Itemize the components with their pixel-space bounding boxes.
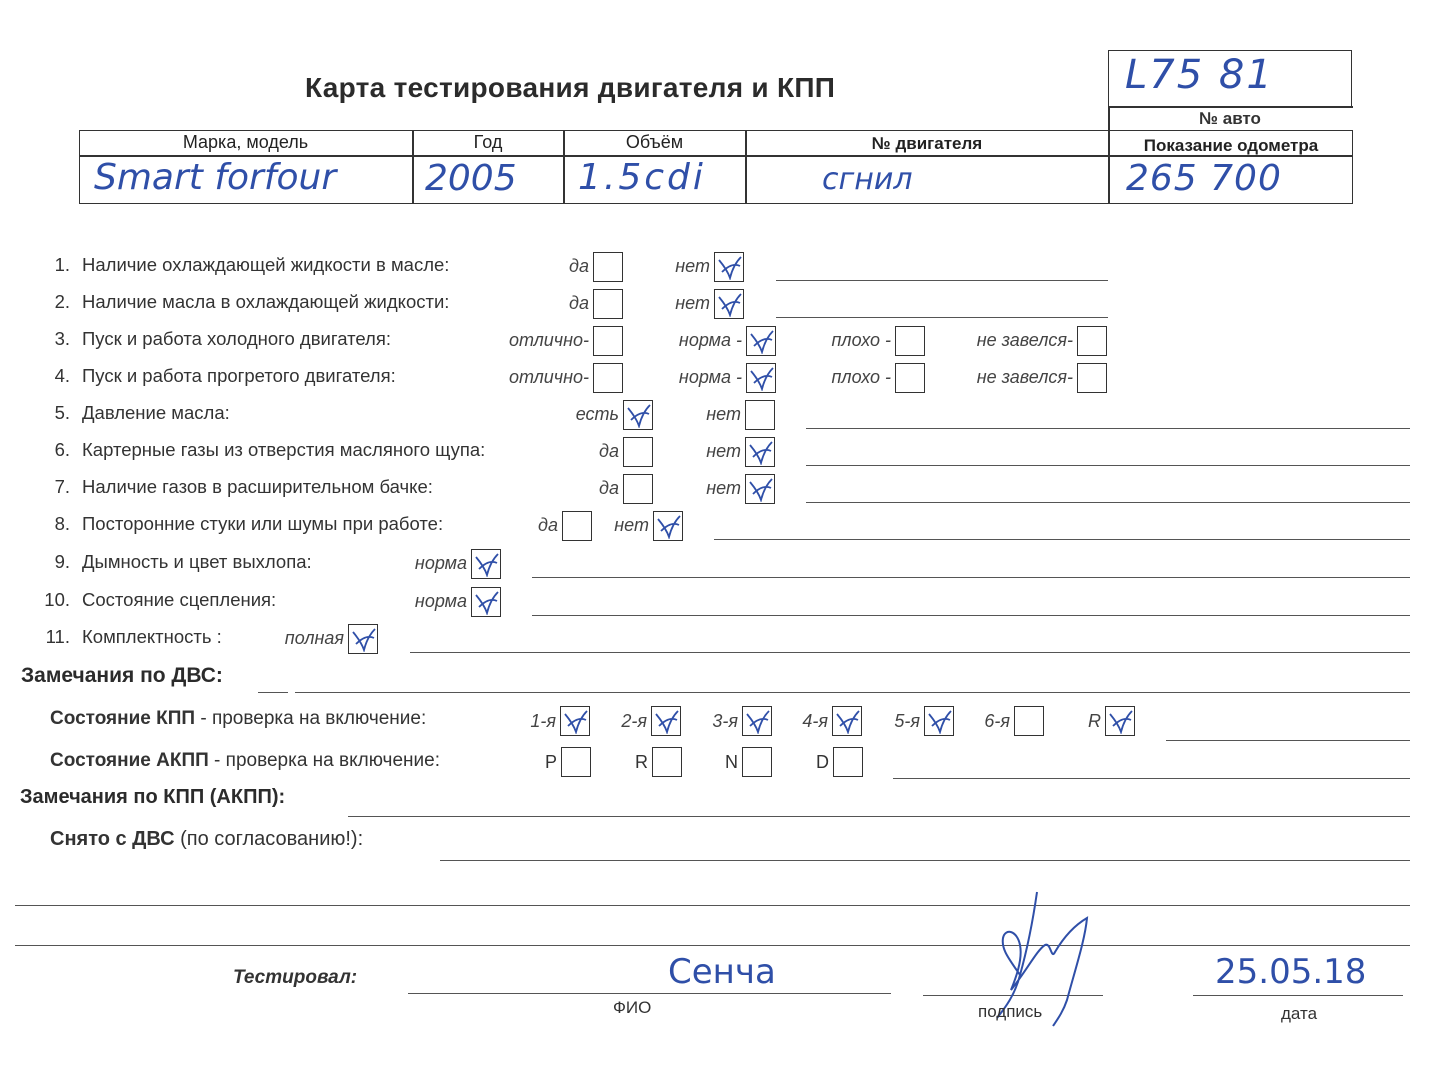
akpp-gear-checkbox[interactable] — [561, 747, 591, 777]
kpp-gear-label: 1-я — [530, 711, 556, 731]
option-checkbox[interactable] — [593, 326, 623, 356]
answer-line — [776, 280, 1108, 281]
answer-line — [532, 615, 1410, 616]
question-number: 5. — [54, 402, 70, 423]
option-checkbox[interactable] — [562, 511, 592, 541]
answer-line — [776, 317, 1108, 318]
option-label: не завелся- — [976, 330, 1073, 350]
option-label: норма — [414, 553, 467, 573]
date-value: 25.05.18 — [1215, 952, 1367, 992]
akpp-gear-checkbox[interactable] — [742, 747, 772, 777]
option-checkbox[interactable] — [714, 289, 744, 319]
option-label: да — [538, 515, 558, 535]
answer-line — [806, 502, 1410, 503]
answer-line — [532, 577, 1410, 578]
year-header: Год — [473, 132, 503, 152]
option-label: норма - — [678, 367, 742, 387]
removed-label: Снято с ДВС (по согласованию!): — [50, 828, 364, 850]
question-number: 11. — [45, 626, 70, 647]
option-checkbox[interactable] — [746, 326, 776, 356]
option-label: норма - — [678, 330, 742, 350]
option-checkbox[interactable] — [623, 474, 653, 504]
option-checkbox[interactable] — [746, 363, 776, 393]
option-checkbox[interactable] — [1077, 363, 1107, 393]
option-label: плохо - — [831, 330, 891, 350]
question-number: 4. — [54, 365, 70, 386]
option-checkbox[interactable] — [895, 326, 925, 356]
question-text: Состояние сцепления: — [82, 589, 277, 610]
question-number: 6. — [54, 439, 70, 460]
option-label: да — [599, 478, 619, 498]
kpp-gear-checkbox[interactable] — [924, 706, 954, 736]
kpp-gear-label: 3-я — [712, 711, 738, 731]
kpp-gear-checkbox[interactable] — [742, 706, 772, 736]
kpp-gear-checkbox[interactable] — [832, 706, 862, 736]
option-label: нет — [706, 478, 741, 498]
signature-caption: подпись — [978, 1002, 1043, 1021]
question-text: Комплектность : — [82, 626, 222, 647]
question-text: Давление масла: — [82, 402, 230, 423]
option-label: нет — [675, 293, 710, 313]
option-checkbox[interactable] — [714, 252, 744, 282]
odometer-header: Показание одометра — [1143, 136, 1319, 155]
option-label: нет — [706, 441, 741, 461]
akpp-gear-label: N — [725, 752, 738, 772]
option-label: отлично- — [509, 330, 589, 350]
question-text: Картерные газы из отверстия масляного щупа: — [82, 439, 486, 460]
question-number: 8. — [54, 513, 70, 534]
question-number: 9. — [54, 551, 70, 572]
question-text: Наличие газов в расширительном бачке: — [82, 476, 433, 497]
option-label: нет — [675, 256, 710, 276]
kpp-gear-label: R — [1088, 711, 1101, 731]
option-checkbox[interactable] — [348, 624, 378, 654]
akpp-gear-checkbox[interactable] — [833, 747, 863, 777]
akpp-gear-label: R — [635, 752, 648, 772]
engine-remarks-label: Замечания по ДВС: — [21, 664, 223, 687]
question-text: Пуск и работа холодного двигателя: — [82, 328, 391, 349]
option-checkbox[interactable] — [471, 549, 501, 579]
kpp-gear-checkbox[interactable] — [1105, 706, 1135, 736]
brand-header: Марка, модель — [182, 132, 309, 152]
date-caption: дата — [1281, 1004, 1318, 1023]
volume-header: Объём — [625, 132, 684, 152]
option-label: полная — [284, 628, 344, 648]
option-checkbox[interactable] — [653, 511, 683, 541]
plate-label: № авто — [1199, 109, 1261, 128]
kpp-gear-checkbox[interactable] — [651, 706, 681, 736]
kpp-gear-checkbox[interactable] — [560, 706, 590, 736]
engine-remarks-line — [258, 692, 288, 693]
answer-line — [714, 539, 1410, 540]
option-checkbox[interactable] — [593, 363, 623, 393]
option-label: плохо - — [831, 367, 891, 387]
option-label: да — [599, 441, 619, 461]
answer-line — [806, 428, 1410, 429]
option-checkbox[interactable] — [745, 400, 775, 430]
tested-label: Тестировал: — [233, 967, 358, 988]
question-number: 2. — [54, 291, 70, 312]
option-checkbox[interactable] — [623, 400, 653, 430]
brand-value: Smart forfour — [94, 157, 337, 198]
question-text: Пуск и работа прогретого двигателя: — [82, 365, 396, 386]
kpp-gear-label: 4-я — [802, 711, 828, 731]
kpp-gear-checkbox[interactable] — [1014, 706, 1044, 736]
engine-remarks-line-2 — [295, 692, 1410, 693]
kpp-remarks-label: Замечания по КПП (АКПП): — [20, 786, 286, 808]
kpp-gear-label: 2-я — [621, 711, 647, 731]
option-label: отлично- — [509, 367, 589, 387]
kpp-label: Состояние КПП - проверка на включение: — [50, 708, 427, 729]
question-text: Наличие масла в охлаждающей жидкости: — [82, 291, 450, 312]
option-checkbox[interactable] — [895, 363, 925, 393]
kpp-gear-label: 6-я — [984, 711, 1010, 731]
akpp-gear-label: P — [544, 752, 557, 772]
tester-name: Сенча — [668, 952, 776, 992]
option-checkbox[interactable] — [1077, 326, 1107, 356]
option-label: нет — [706, 404, 741, 424]
option-checkbox[interactable] — [593, 289, 623, 319]
answer-line — [806, 465, 1410, 466]
volume-value: 1.5cdi — [578, 157, 706, 198]
name-caption: ФИО — [613, 998, 652, 1017]
option-label: есть — [575, 404, 619, 424]
kpp-gear-label: 5-я — [894, 711, 920, 731]
odometer-value: 265 700 — [1126, 158, 1282, 199]
option-checkbox[interactable] — [745, 437, 775, 467]
option-checkbox[interactable] — [593, 252, 623, 282]
answer-line — [410, 652, 1410, 653]
year-value: 2005 — [425, 158, 517, 199]
page-title: Карта тестирования двигателя и КПП — [305, 72, 836, 103]
plate-number: L75 81 — [1125, 52, 1274, 98]
question-number: 7. — [54, 476, 70, 497]
engine-header: № двигателя — [871, 134, 983, 153]
option-label: да — [569, 293, 589, 313]
akpp-gear-checkbox[interactable] — [652, 747, 682, 777]
question-number: 1. — [54, 254, 70, 275]
option-checkbox[interactable] — [745, 474, 775, 504]
option-checkbox[interactable] — [623, 437, 653, 467]
question-number: 3. — [54, 328, 70, 349]
question-text: Наличие охлаждающей жидкости в масле: — [82, 254, 450, 275]
question-number: 10. — [44, 589, 70, 610]
engine-value: сгнил — [822, 162, 913, 197]
akpp-label: Состояние АКПП - проверка на включение: — [50, 750, 440, 771]
option-label: не завелся- — [976, 367, 1073, 387]
question-text: Дымность и цвет выхлопа: — [82, 551, 312, 572]
question-text: Посторонние стуки или шумы при работе: — [82, 513, 444, 534]
option-label: да — [569, 256, 589, 276]
akpp-gear-label: D — [816, 752, 829, 772]
option-label: нет — [614, 515, 649, 535]
option-checkbox[interactable] — [471, 587, 501, 617]
option-label: норма — [414, 591, 467, 611]
